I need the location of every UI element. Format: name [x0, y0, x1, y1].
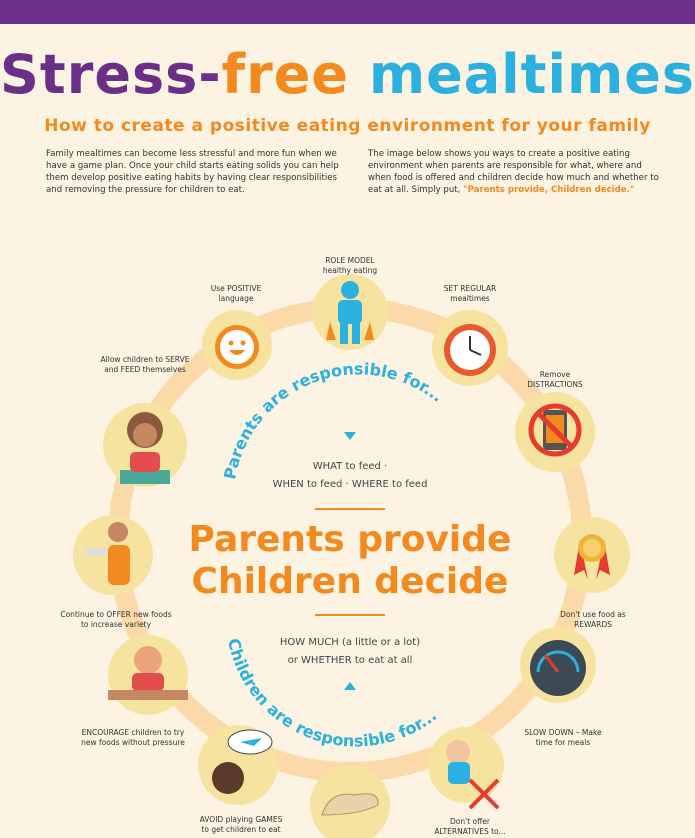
up-arrow-icon [344, 682, 356, 690]
center-title-line1: Parents provide [188, 519, 512, 560]
role-model-icon [312, 274, 388, 350]
tip-positive-language: Use POSITIVE language [210, 284, 262, 303]
intro-quote: "Parents provide, Children decide." [463, 185, 635, 195]
parents-arc-textpath: Parents are responsible for... [220, 359, 448, 481]
medal-icon [554, 517, 630, 593]
serve-feed-child-icon [103, 403, 187, 487]
tip-serve-feed: Allow children to SERVE and FEED themselves [100, 355, 190, 374]
title-mealtimes: mealtimes [349, 43, 695, 106]
title-stress: Stress- [0, 43, 222, 106]
children-responsibility-line1: HOW MUCH (a little or a lot) [279, 637, 421, 648]
airplane-spoon-icon [198, 725, 278, 805]
intro-left-paragraph: Family mealtimes can become less stressful and more fun when we have a game plan. Once your child starts eating solids you can help them develop positive eating habits by having clear responsibilities and removing the pressure for children to eat. [46, 149, 339, 195]
children-responsibility-line2: or WHETHER to eat at all [287, 655, 413, 666]
no-phone-icon [515, 392, 595, 472]
tip-slow-down: SLOW DOWN – Make time for meals [524, 728, 602, 747]
down-arrow-icon [344, 432, 356, 440]
tip-no-alternatives: Don't offer ALTERNATIVES to... [434, 817, 506, 836]
tip-encourage: ENCOURAGE children to try new foods without pressure [81, 728, 185, 747]
title-free: free [221, 43, 350, 106]
divider-top [315, 508, 385, 510]
page-subtitle: How to create a positive eating environment for your family [44, 116, 651, 136]
children-arc-textpath: Children are responsible for... [223, 636, 441, 751]
tip-avoid-games: AVOID playing GAMES to get children to eat [199, 815, 283, 834]
positive-language-icon [202, 310, 272, 380]
speedometer-icon [520, 627, 596, 703]
center-title-line2: Children decide [191, 561, 509, 602]
tip-remove-distractions: Remove DISTRACTIONS [527, 370, 583, 389]
encourage-child-icon [108, 635, 188, 715]
parents-responsibility-line2: WHEN to feed · WHERE to feed [272, 479, 428, 490]
no-alternatives-child-icon [428, 727, 504, 808]
parents-responsibility-line1: WHAT to feed · [312, 461, 388, 472]
intro-right-text: The image below shows you ways to create a positive eating environment when parents are responsible for what, where and when food is offered and children decide how much and whether to eat at all. Simply put, [368, 149, 659, 195]
clock-icon [432, 310, 508, 386]
offer-food-parent-icon [73, 515, 153, 595]
tip-set-meals: SET REGULAR mealtimes [443, 284, 497, 303]
divider-bottom [315, 614, 385, 616]
tip-role-model: ROLE MODEL healthy eating [322, 256, 378, 275]
tip-continue-offer: Continue to OFFER new foods to increase variety [60, 610, 172, 629]
tip-no-reward: Don't use food as REWARDS [560, 610, 626, 629]
